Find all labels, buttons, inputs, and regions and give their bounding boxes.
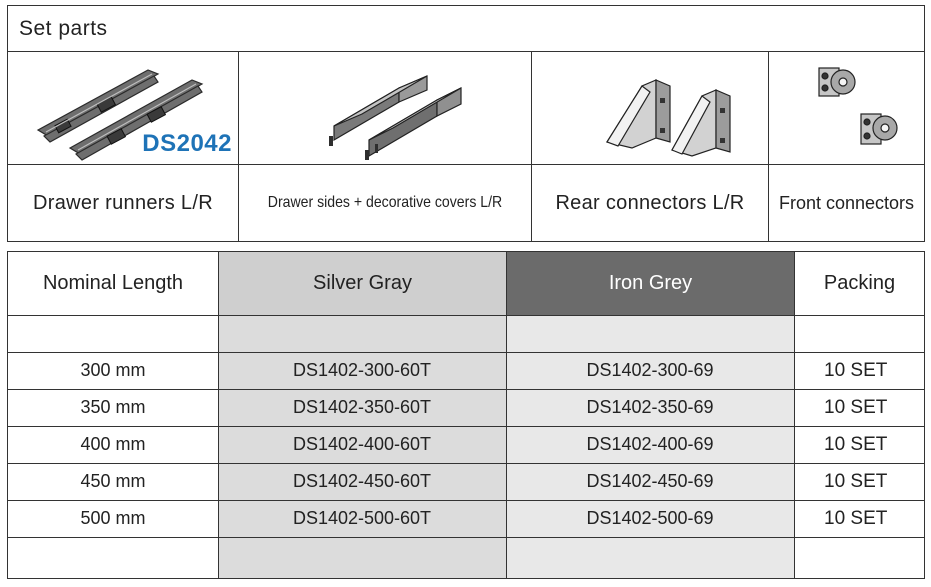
part-front-connectors bbox=[768, 52, 924, 241]
set-parts-title: Set parts bbox=[8, 6, 924, 52]
part-rear-connectors bbox=[531, 52, 768, 241]
table-cell-silver: DS1402-300-60T bbox=[292, 360, 432, 380]
header-iron-grey: Iron Grey bbox=[507, 252, 794, 316]
part-label-drawer-runners: Drawer runners L/R bbox=[33, 191, 213, 214]
table-cell-silver: DS1402-500-60T bbox=[292, 508, 432, 528]
part-drawer-runners bbox=[8, 52, 238, 241]
header-packing: Packing bbox=[795, 252, 924, 316]
set-parts-row bbox=[8, 52, 924, 241]
runner-model-label: DS2042 bbox=[142, 130, 232, 157]
table-cell-iron: DS1402-400-69 bbox=[586, 434, 714, 454]
table-cell-length: 500 mm bbox=[80, 508, 146, 528]
table-cell-iron: DS1402-350-69 bbox=[586, 397, 714, 417]
table-cell-length: 400 mm bbox=[80, 434, 146, 454]
front-connector-image bbox=[769, 52, 925, 165]
table-cell-length: 300 mm bbox=[80, 360, 146, 380]
table-cell-packing: 10 SET bbox=[824, 396, 888, 418]
table-cell-silver: DS1402-450-60T bbox=[292, 471, 432, 491]
header-nominal-length: Nominal Length bbox=[8, 252, 218, 316]
table-cell-packing: 10 SET bbox=[824, 507, 888, 529]
table-cell-length bbox=[8, 537, 218, 574]
product-table bbox=[7, 251, 925, 579]
drawer-sides-image bbox=[239, 52, 532, 165]
table-cell-length bbox=[8, 315, 218, 352]
table-cell-silver: DS1402-350-60T bbox=[292, 397, 432, 417]
table-cell-packing: 10 SET bbox=[824, 359, 888, 381]
table-cell-iron: DS1402-500-69 bbox=[586, 508, 714, 528]
table-cell-packing: 10 SET bbox=[824, 433, 888, 455]
table-cell-iron: DS1402-300-69 bbox=[586, 360, 714, 380]
drawer-sides-image-area bbox=[239, 52, 531, 165]
part-label-front-connectors: Front connectors bbox=[778, 192, 915, 213]
rear-connector-image bbox=[532, 52, 769, 165]
front-connector-image-area bbox=[769, 52, 924, 165]
table-cell-length: 350 mm bbox=[80, 397, 146, 417]
table-cell-silver: DS1402-400-60T bbox=[292, 434, 432, 454]
table-cell-packing: 10 SET bbox=[824, 470, 888, 492]
drawer-runner-image-area bbox=[8, 52, 238, 165]
part-label-drawer-sides: Drawer sides + decorative covers L/R bbox=[267, 194, 503, 211]
part-drawer-sides bbox=[238, 52, 531, 241]
part-label-rear-connectors: Rear connectors L/R bbox=[555, 191, 745, 214]
set-parts-box bbox=[7, 5, 925, 242]
header-silver-gray: Silver Gray bbox=[219, 252, 506, 316]
rear-connector-image-area bbox=[532, 52, 768, 165]
table-cell-iron: DS1402-450-69 bbox=[586, 471, 714, 491]
table-cell-length: 450 mm bbox=[80, 471, 146, 491]
